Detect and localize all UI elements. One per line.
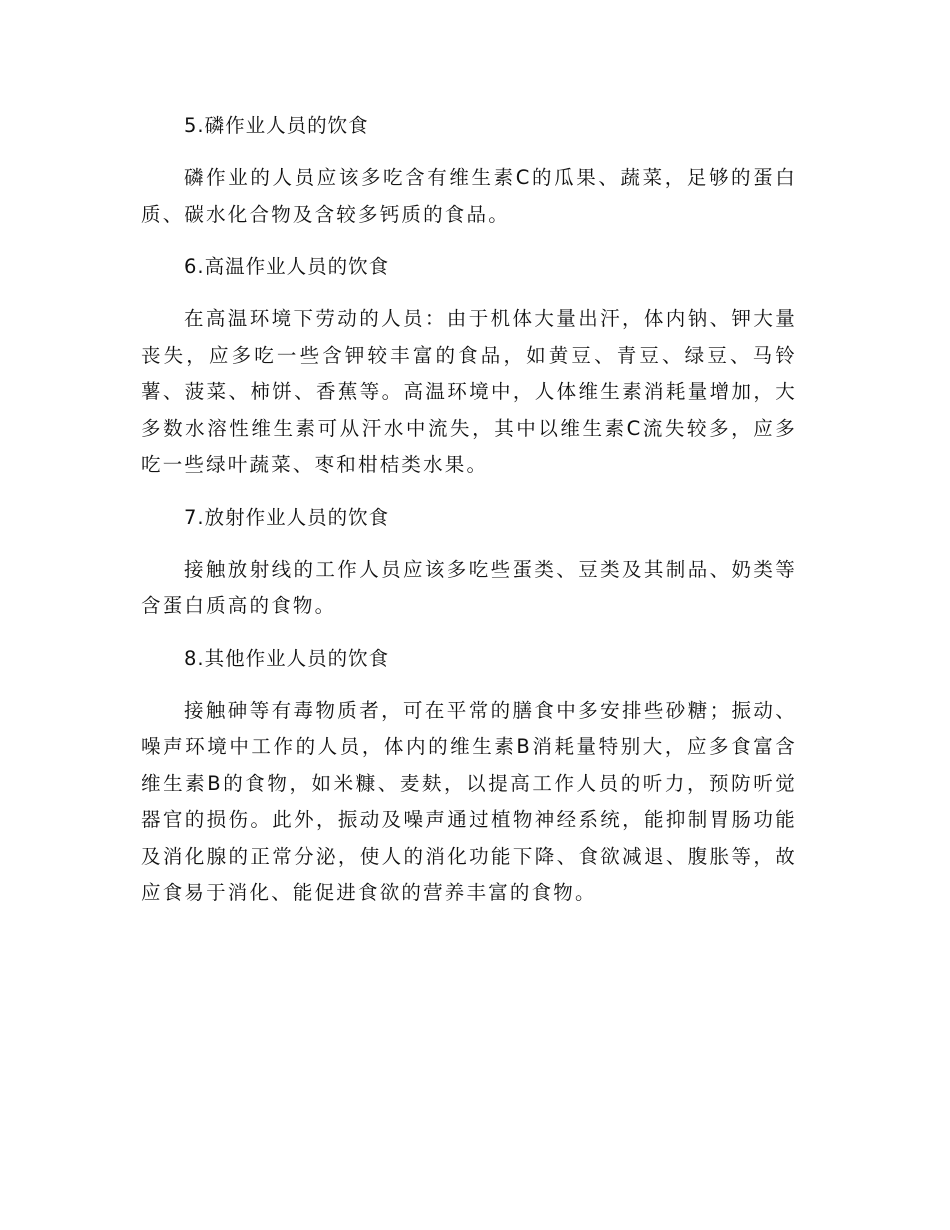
section-heading-other: 8.其他作业人员的饮食 xyxy=(184,646,390,670)
section-body-phosphorus: 磷作业的人员应该多吃含有维生素C的瓜果、蔬菜，足够的蛋白质、碳水化合物及含较多钙质的食品。 xyxy=(141,166,797,226)
section-body-other: 接触砷等有毒物质者，可在平常的膳食中多安排些砂糖；振动、噪声环境中工作的人员，体内的维生素B消耗量特别大，应多食富含维生素B的食物，如米糠、麦麸，以提高工作人员的听力，预防听觉器官的损伤。此外，振动及噪声通过植物神经系统，能抑制胃肠功能及消化腺的正常分泌，使人的消化功能下降、食欲减退、腹胀等，故应食易于消化、能促进食欲的营养丰富的食物。 xyxy=(141,698,797,904)
section-heading-radiation: 7.放射作业人员的饮食 xyxy=(184,505,390,529)
section-body-radiation: 接触放射线的工作人员应该多吃些蛋类、豆类及其制品、奶类等含蛋白质高的食物。 xyxy=(141,557,797,617)
section-heading-high-temperature: 6.高温作业人员的饮食 xyxy=(184,255,390,278)
document-page xyxy=(141,108,797,928)
section-heading-phosphorus: 5.磷作业人员的饮食 xyxy=(184,114,369,137)
section-body-high-temperature: 在高温环境下劳动的人员：由于机体大量出汗，体内钠、钾大量丧失，应多吃一些含钾较丰富的食品，如黄豆、青豆、绿豆、马铃薯、菠菜、柿饼、香蕉等。高温环境中，人体维生素消耗量增加，大多数水溶性维生素可从汗水中流失，其中以维生素C流失较多，应多吃一些绿叶蔬菜、枣和柑桔类水果。 xyxy=(141,307,797,476)
